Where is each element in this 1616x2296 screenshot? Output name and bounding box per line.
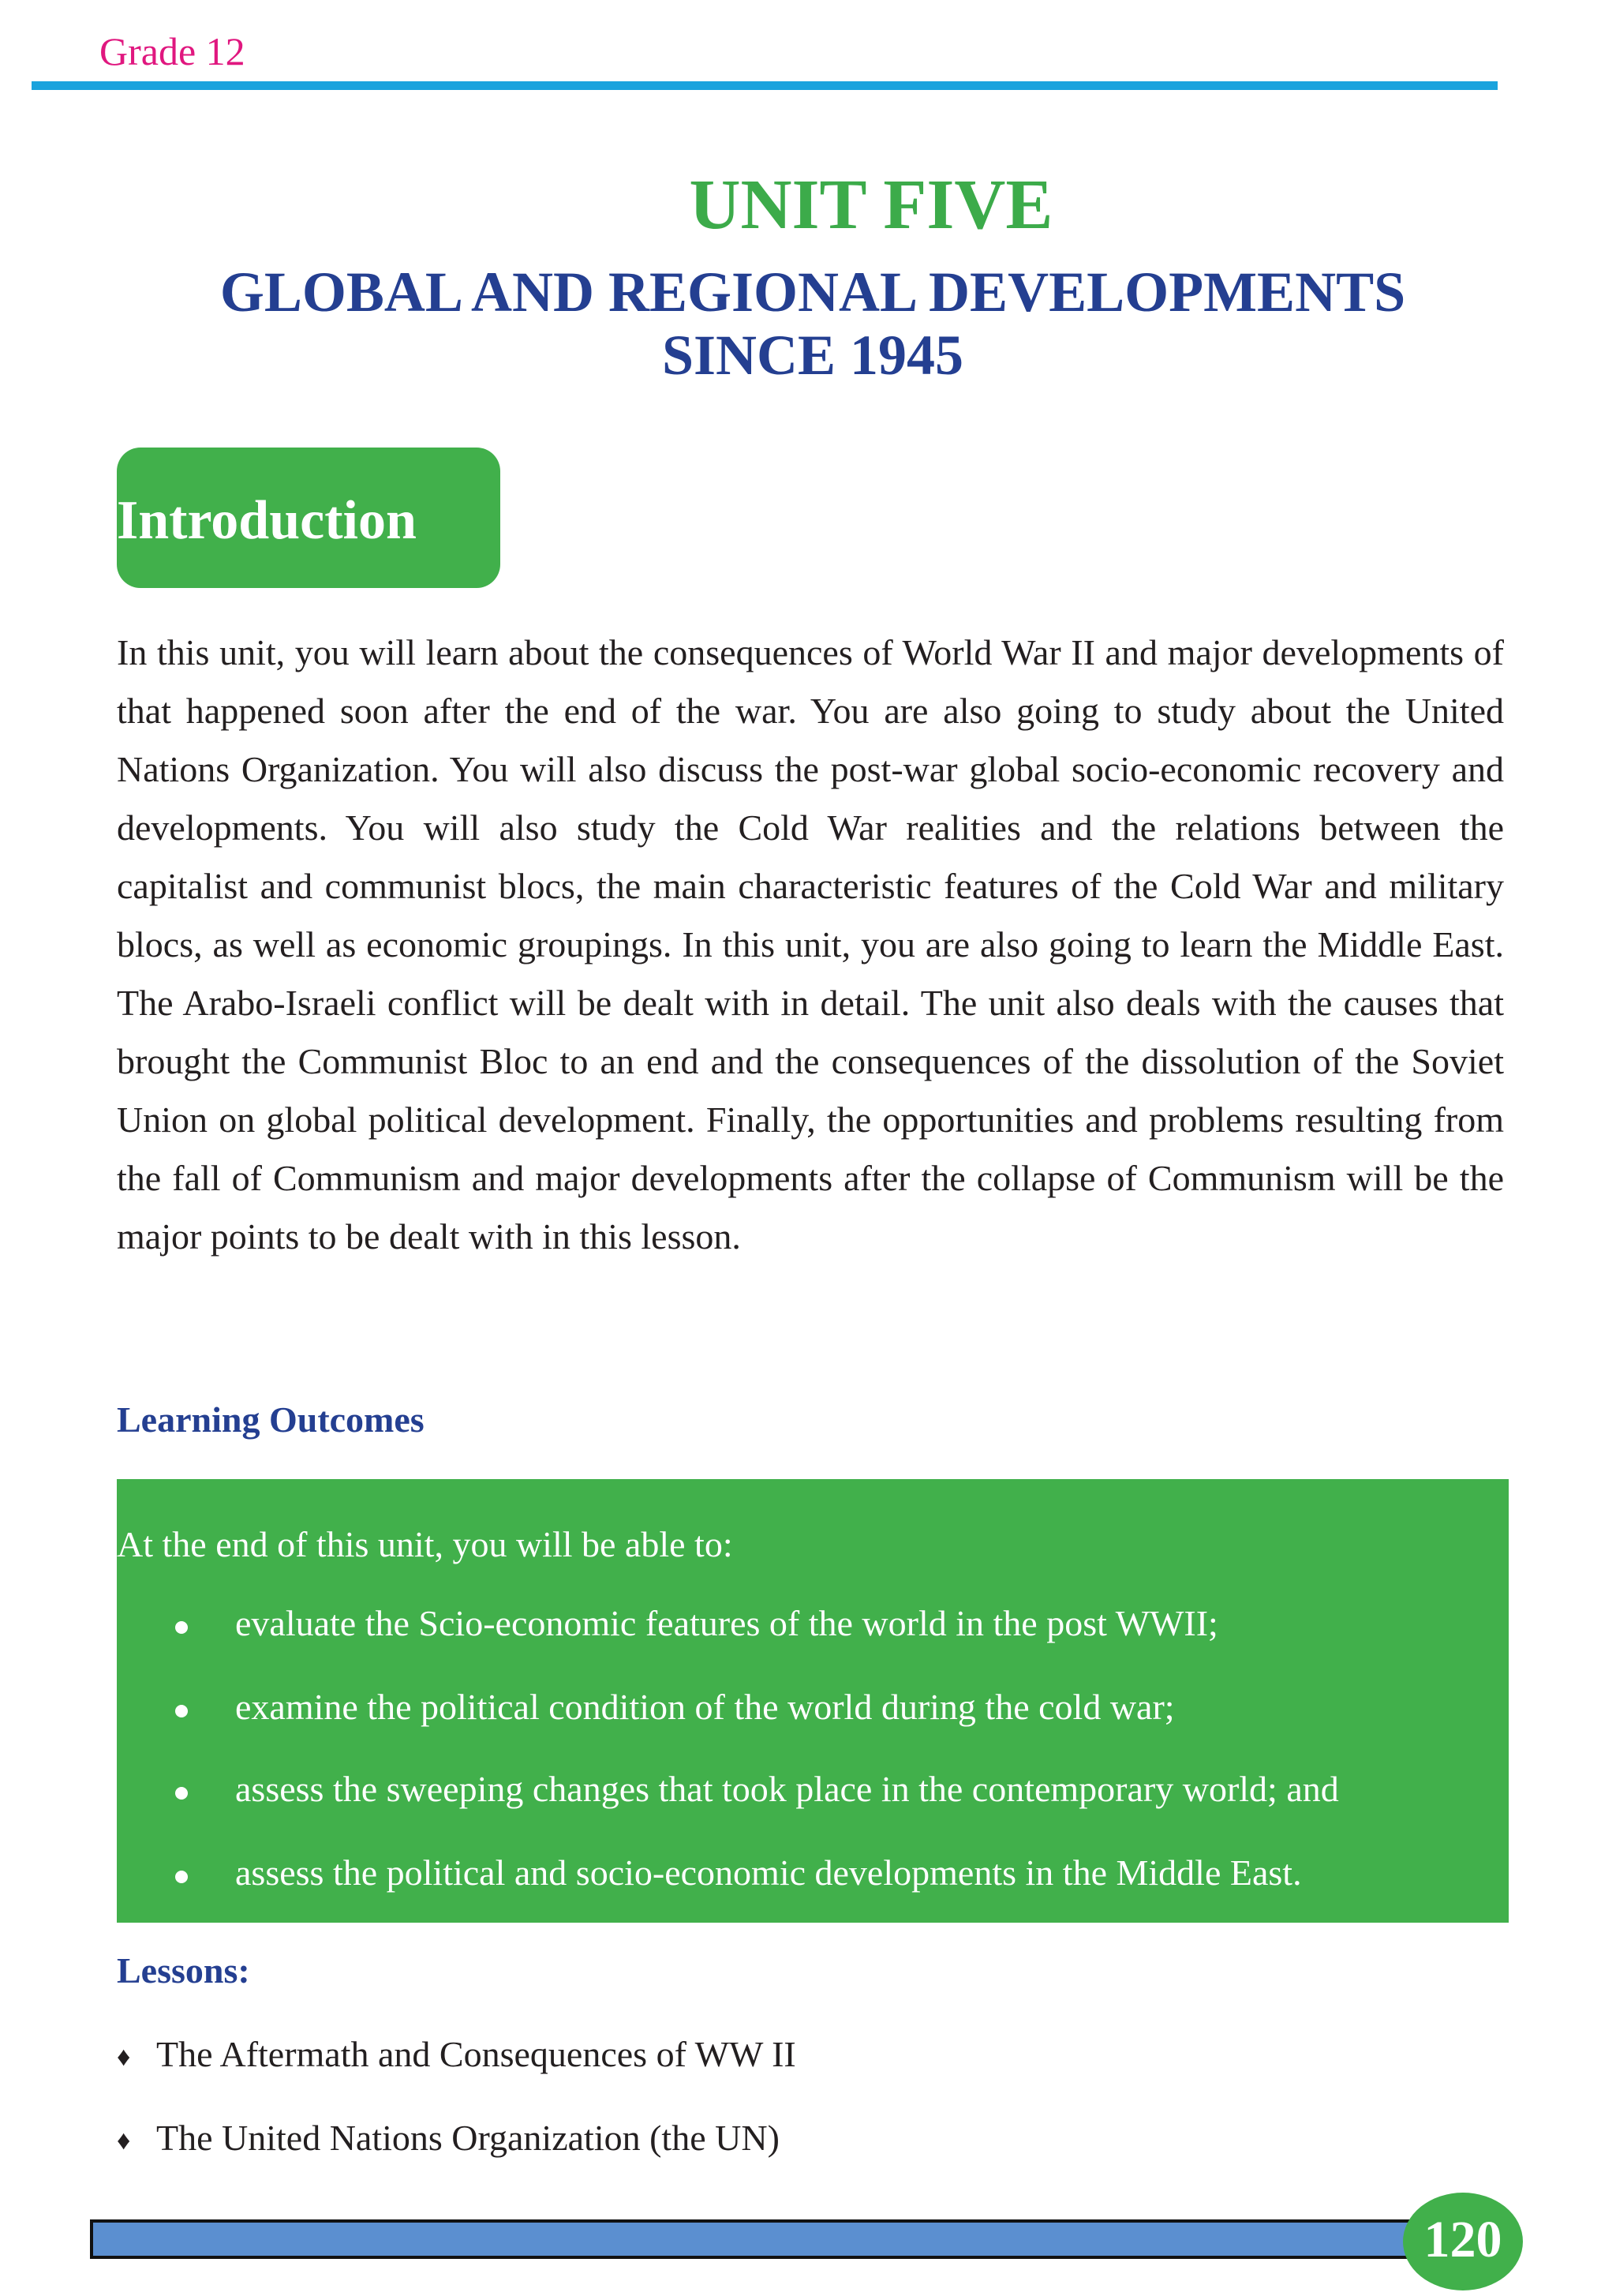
lesson-item-label: The Aftermath and Consequences of WW II: [156, 2034, 796, 2074]
lesson-item: [117, 2117, 780, 2159]
learning-outcome-item: assess the political and socio-economic developments in the Middle East.: [235, 1852, 1302, 1893]
learning-outcome-item: assess the sweeping changes that took place in the contemporary world; and: [235, 1769, 1339, 1809]
diamond-bullet-icon: ♦: [117, 2043, 131, 2073]
unit-subtitle-line2: SINCE 1945: [661, 324, 964, 387]
bullet-icon: [175, 1621, 188, 1634]
lesson-item: [117, 2033, 796, 2075]
unit-subtitle: [158, 260, 1468, 387]
learning-outcomes-heading: Learning Outcomes: [117, 1399, 425, 1440]
introduction-heading: Introduction: [117, 490, 417, 551]
learning-outcomes-intro: At the end of this unit, you will be able to:: [117, 1524, 733, 1564]
lesson-item-label: The United Nations Organization (the UN): [156, 2118, 780, 2158]
grade-label: Grade 12: [99, 29, 245, 73]
lessons-heading: Lessons:: [117, 1950, 250, 1991]
learning-outcome-item: examine the political condition of the world during the cold war;: [235, 1687, 1175, 1727]
introduction-paragraph: In this unit, you will learn about the consequences of World War II and major developments of that happened soon after the end of the war. You are also going to study about the United Nations Organization. You will also discuss the post-war global socio-economic recovery and developments. You will also study the Cold War realities and the relations between the capitalist and communist blocs, the main characteristic features of the Cold War and military blocs, as well as economic groupings. In this unit, you are also going to learn the Middle East. The Arabo-Israeli conflict will be dealt with in detail. The unit also deals with the causes that brought the Communist Bloc to an end and the consequences of the dissolution of the Soviet Union on global political development. Finally, the opportunities and problems resulting from the fall of Communism and major developments after the collapse of Communism will be the major points to be dealt with in this lesson.: [117, 632, 1504, 1257]
header-rule: [32, 81, 1498, 90]
footer-bar: [90, 2219, 1420, 2259]
diamond-bullet-icon: ♦: [117, 2126, 131, 2156]
learning-outcome-item: evaluate the Scio-economic features of the world in the post WWII;: [235, 1603, 1218, 1643]
page-number: 120: [1423, 2211, 1502, 2268]
unit-title: UNIT FIVE: [689, 166, 1053, 244]
bullet-icon: [175, 1871, 188, 1883]
bullet-icon: [175, 1787, 188, 1800]
bullet-icon: [175, 1705, 188, 1717]
unit-subtitle-line1: GLOBAL AND REGIONAL DEVELOPMENTS: [219, 260, 1406, 324]
